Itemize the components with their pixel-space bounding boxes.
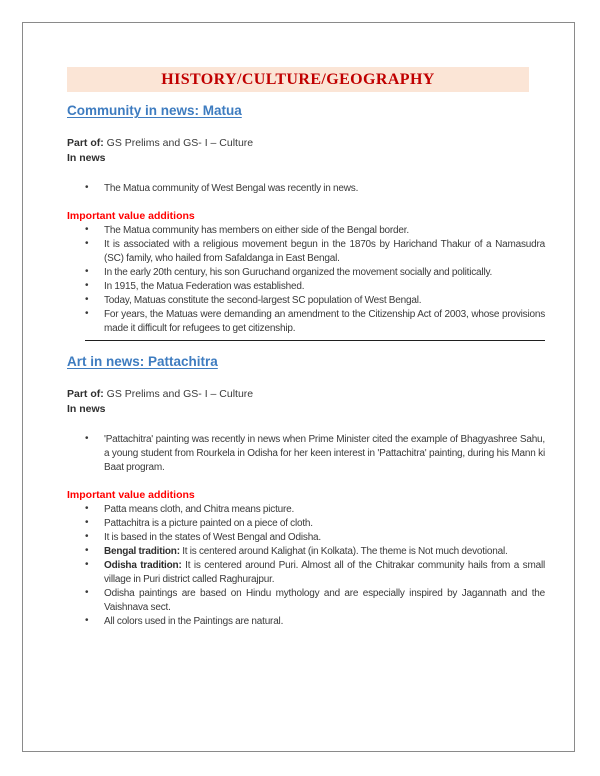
title-banner [67, 67, 529, 92]
bullet-text: 'Pattachitra' painting was recently in news when Prime Minister cited the example of Bhagyashree Sahu, a young student from Rourkela in Odisha for her keen interest in 'Pattachitra' painting, during his Mann ki Baat program. [104, 434, 545, 473]
bullet-marker: • [85, 587, 89, 598]
list-item [67, 182, 545, 196]
part-of-line [67, 136, 545, 151]
in-news-label: In news [67, 152, 106, 164]
section-heading-pattachitra[interactable]: Art in news: Pattachitra [67, 354, 218, 369]
list-item [67, 280, 545, 294]
bullet-marker: • [85, 559, 89, 570]
part-of-value: GS Prelims and GS- I – Culture [106, 137, 254, 149]
bullet-marker: • [85, 182, 89, 193]
important-value-additions-label: Important value additions [67, 489, 195, 501]
bullet-text: It is based in the states of West Bengal and Odisha. [104, 532, 321, 543]
list-item [67, 308, 545, 336]
bullet-text: It is associated with a religious movement begun in the 1870s by Harichand Thakur of a Namasudra (SC) family, who hailed from Safaldanga in East Bengal. [104, 239, 545, 264]
part-of-label: Part of: [67, 388, 104, 400]
bullet-bold-text: Bengal tradition: [104, 546, 180, 557]
document-content [67, 67, 545, 629]
list-item [67, 545, 545, 559]
document-title: HISTORY/CULTURE/GEOGRAPHY [161, 71, 435, 88]
list-item [67, 531, 545, 545]
section-heading-matua[interactable]: Community in news: Matua [67, 103, 242, 118]
bullet-marker: • [85, 433, 89, 444]
list-item [67, 266, 545, 280]
part-of-label: Part of: [67, 137, 104, 149]
value-additions-list [67, 503, 545, 629]
in-news-list [67, 433, 545, 475]
bullet-text: The Matua community has members on either side of the Bengal border. [104, 225, 409, 236]
bullet-marker: • [85, 238, 89, 249]
bullet-text: Patta means cloth, and Chitra means picture. [104, 504, 295, 515]
bullet-text: In the early 20th century, his son Guruchand organized the movement socially and politically. [104, 267, 493, 278]
bullet-marker: • [85, 308, 89, 319]
bullet-marker: • [85, 517, 89, 528]
bullet-text: Pattachitra is a picture painted on a piece of cloth. [104, 518, 313, 529]
bullet-text: In 1915, the Matua Federation was established. [104, 281, 305, 292]
part-of-value: GS Prelims and GS- I – Culture [106, 388, 254, 400]
bullet-marker: • [85, 280, 89, 291]
bullet-marker: • [85, 266, 89, 277]
bullet-text: It is centered around Kalighat (in Kolkata). The theme is Not much devotional. [179, 546, 508, 557]
list-item [67, 615, 545, 629]
bullet-text: For years, the Matuas were demanding an amendment to the Citizenship Act of 2003, whose provisions made it difficult for refugees to get citizenship. [104, 309, 545, 334]
list-item [67, 517, 545, 531]
list-item [67, 238, 545, 266]
important-value-additions-label: Important value additions [67, 210, 195, 222]
bullet-text: It is centered around Puri. Almost all of the Chitrakar community hails from a small village in Puri district called Raghurajpur. [104, 560, 546, 585]
bullet-text: The Matua community of West Bengal was recently in news. [104, 183, 359, 194]
bullet-bold-text: Odisha tradition: [104, 560, 182, 571]
list-item [67, 294, 545, 308]
bullet-marker: • [85, 531, 89, 542]
bullet-marker: • [85, 545, 89, 556]
bullet-marker: • [85, 294, 89, 305]
bullet-text: All colors used in the Paintings are natural. [104, 616, 284, 627]
list-item [67, 559, 545, 587]
list-item [67, 224, 545, 238]
bullet-text: Today, Matuas constitute the second-largest SC population of West Bengal. [104, 295, 422, 306]
list-item [67, 503, 545, 517]
bullet-text: Odisha paintings are based on Hindu mythology and are especially inspired by Jagannath and the Vaishnava sect. [104, 588, 545, 613]
value-additions-list [67, 224, 545, 336]
bullet-marker: • [85, 615, 89, 626]
list-item [67, 587, 545, 615]
bullet-marker: • [85, 224, 89, 235]
in-news-label: In news [67, 403, 106, 415]
part-of-line [67, 387, 545, 402]
in-news-list [67, 182, 545, 196]
section-divider [85, 340, 545, 341]
page-border [22, 22, 575, 752]
bullet-marker: • [85, 503, 89, 514]
list-item [67, 433, 545, 475]
